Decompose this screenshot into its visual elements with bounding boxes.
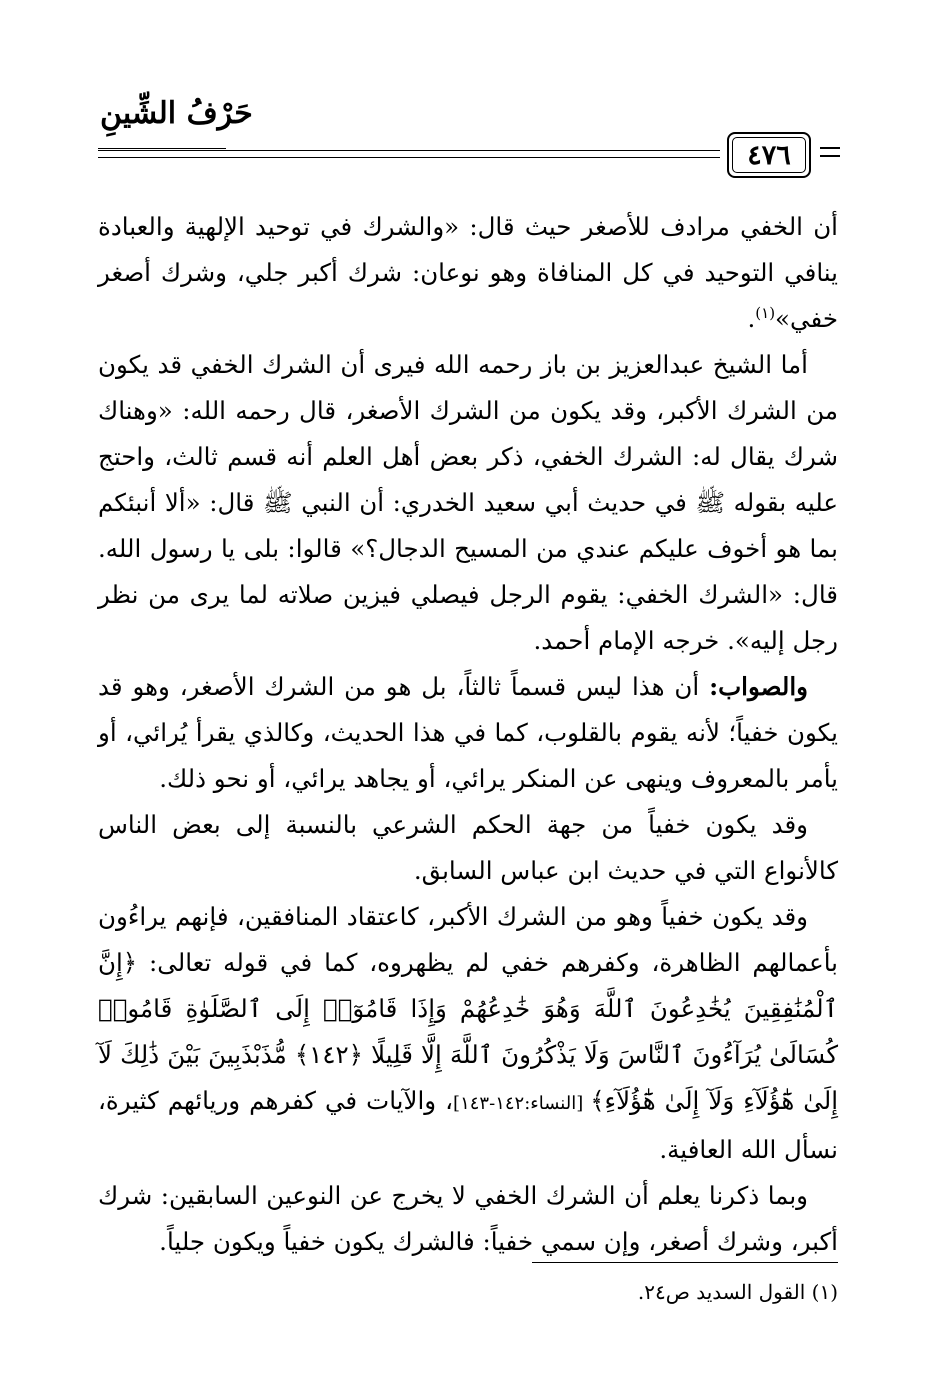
paragraph-5-text-b: ، والآيات في كفرهم وريائهم كثيرة، نسأل الله العافية. [98, 1086, 838, 1164]
paragraph-3 [98, 664, 838, 802]
quran-verse: ﴿إِنَّ ٱلْمُنَٰفِقِينَ يُخَٰدِعُونَ ٱللَّهَ وَهُوَ خَٰدِعُهُمْ وَإِذَا قَامُوٓا۟ إِلَى ٱلصَّلَوٰةِ قَامُوا۟ كُسَالَىٰ يُرَآءُونَ ٱلنَّاسَ وَلَا يَذْكُرُونَ ٱللَّهَ إِلَّا قَلِيلًا ﴿١٤٢﴾ مُّذَبْذَبِينَ بَيْنَ ذَٰلِكَ لَآ إِلَىٰ هَٰٓؤُلَآءِ وَلَآ إِلَىٰ هَٰٓؤُلَآءِ﴾ [98, 948, 838, 1115]
page-number-ornament [820, 147, 840, 157]
paragraph-5-text-a: وقد يكون خفياً وهو من الشرك الأكبر، كاعتقاد المنافقين، فإنهم يراءُون بأعمالهم الظاهرة، وكفرهم خفي لم يظهروه، كما في قوله تعالى: [98, 902, 838, 977]
running-title: حَرْفُ الشِّينِ [100, 96, 253, 131]
verse-citation: [النساء:١٤٢-١٤٣] [453, 1093, 591, 1114]
paragraph-5 [98, 894, 838, 1173]
header-rule [98, 150, 720, 158]
paragraph-6: وبما ذكرنا يعلم أن الشرك الخفي لا يخرج عن النوعين السابقين: شرك أكبر، وشرك أصغر، وإن سمي خفياً: فالشرك يكون خفياً ويكون جلياً. [98, 1181, 838, 1256]
page-number: ٤٧٦ [747, 139, 791, 171]
footnote-reference: (١) [755, 303, 776, 322]
footnote: (١) القول السديد ص٢٤. [637, 1280, 838, 1304]
paragraph-3-lead: والصواب: [709, 672, 808, 701]
paragraph-1-end: . [747, 304, 756, 333]
paragraph-3-text: أن هذا ليس قسماً ثالثاً، بل هو من الشرك الأصغر، وهو قد يكون خفياً؛ لأنه يقوم بالقلوب، كما في هذا الحديث، وكالذي يقرأ يُرائي، أو يأمر بالمعروف وينهى عن المنكر يرائي، أو يجاهد يرائي، أو نحو ذلك. [98, 672, 838, 793]
paragraph-2: أما الشيخ عبدالعزيز بن باز رحمه الله فيرى أن الشرك الخفي قد يكون من الشرك الأكبر، وقد يكون من الشرك الأصغر، قال رحمه الله: «وهناك شرك يقال له: الشرك الخفي، ذكر بعض أهل العلم أنه قسم ثالث، واحتج عليه بقوله ﷺ في حديث أبي سعيد الخدري: أن النبي ﷺ قال: «ألا أنبئكم بما هو أخوف عليكم عندي من المسيح الدجال؟» قالوا: بلى يا رسول الله. قال: «الشرك الخفي: يقوم الرجل فيصلي فيزين صلاته لما يرى من نظر رجل إليه». خرجه الإمام أحمد. [98, 350, 838, 655]
main-text [98, 204, 838, 1265]
paragraph-1 [98, 204, 838, 342]
paragraph-4: وقد يكون خفياً من جهة الحكم الشرعي بالنسبة إلى بعض الناس كالأنواع التي في حديث ابن عباس السابق. [98, 810, 838, 885]
running-title-underline [98, 148, 226, 149]
paragraph-1-text: أن الخفي مرادف للأصغر حيث قال: «والشرك في توحيد الإلهية والعبادة ينافي التوحيد في كل المنافاة وهو نوعان: شرك أكبر جلي، وشرك أصغر خفي» [98, 212, 838, 333]
page-number-box [727, 132, 811, 178]
footnote-separator [532, 1262, 838, 1263]
